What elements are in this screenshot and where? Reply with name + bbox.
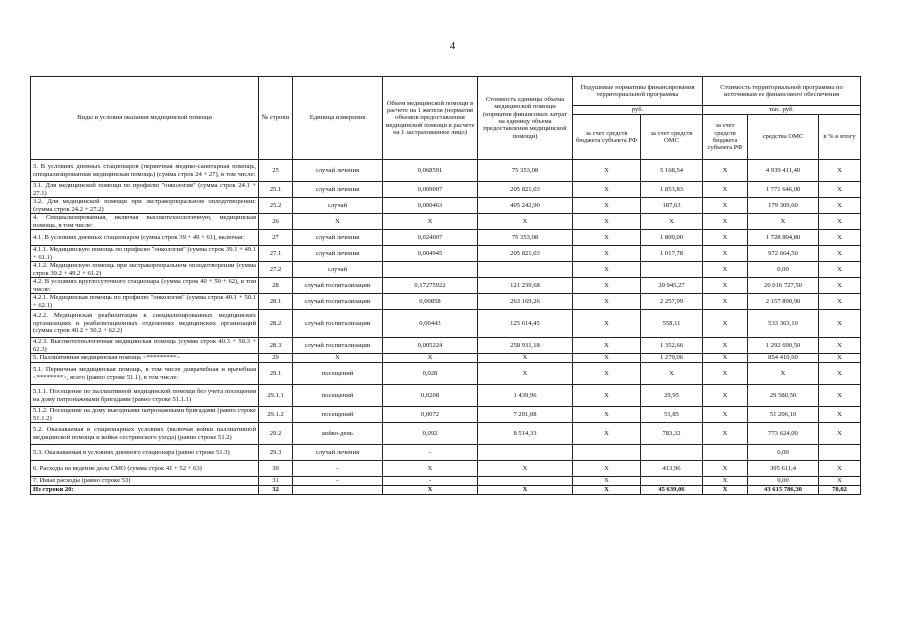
row-percent: X	[819, 160, 861, 182]
row-name: 3.2. Для медицинской помощи при экстракорпоральном оплодотворении: (сумма строк 24.2 + 27.2)	[31, 198, 259, 214]
row-percent	[819, 445, 861, 461]
row-number: 29.1.1	[259, 385, 293, 407]
row-oms: 413,96	[641, 461, 703, 477]
row-budget-total: X	[703, 477, 748, 486]
table-row	[31, 338, 861, 354]
row-oms-total: 0,00	[748, 445, 819, 461]
row-volume: -	[383, 445, 478, 461]
row-budget-total: X	[703, 407, 748, 423]
row-number: 29.2	[259, 423, 293, 445]
row-percent: X	[819, 385, 861, 407]
row-percent: X	[819, 278, 861, 294]
row-unit: случай	[293, 262, 383, 278]
row-number: 27.1	[259, 246, 293, 262]
row-number: 29.1.2	[259, 407, 293, 423]
row-budget: X	[573, 278, 641, 294]
row-volume: X	[383, 214, 478, 230]
row-cost: 75 353,08	[478, 230, 573, 246]
row-cost: 125 614,45	[478, 310, 573, 338]
row-budget-total: X	[703, 160, 748, 182]
row-unit: посещений	[293, 363, 383, 385]
row-oms: X	[641, 363, 703, 385]
row-name: 3. В условиях дневных стационаров (первичная медико-санитарная помощь, специализированная медицинская помощь) (сумма строк 24 + 27), в том числе:	[31, 160, 259, 182]
row-oms	[641, 262, 703, 278]
table-row	[31, 214, 861, 230]
row-oms-total: 972 664,50	[748, 246, 819, 262]
row-budget-total: X	[703, 423, 748, 445]
row-oms-total: 20 016 727,50	[748, 278, 819, 294]
row-volume: -	[383, 477, 478, 486]
header-oms: за счет средств ОМС	[641, 115, 703, 160]
row-unit: случай лечения	[293, 246, 383, 262]
row-cost: 8 514,33	[478, 423, 573, 445]
row-name: 4.1. В условиях дневных стационаров (сумма строк 39 + 49 + 61), включая:	[31, 230, 259, 246]
row-number: 26	[259, 214, 293, 230]
row-name: 5.1.2. Посещение на дому выездными патронажными бригадами (равно строке 51.1.2)	[31, 407, 259, 423]
row-name: 4. Специализированная, включая высокотехнологичную, медицинская помощь, в том числе:	[31, 214, 259, 230]
row-volume: 0,00443	[383, 310, 478, 338]
row-name: 7. Иные расходы (равно строке 53)	[31, 477, 259, 486]
row-oms-total: 854 410,60	[748, 354, 819, 363]
total-row-volume: X	[383, 486, 478, 495]
header-name: Виды и условия оказания медицинской помощи	[31, 77, 259, 160]
row-budget: X	[573, 477, 641, 486]
row-oms: 29,95	[641, 385, 703, 407]
row-unit: случай лечения	[293, 445, 383, 461]
table-row	[31, 246, 861, 262]
row-oms: 51,85	[641, 407, 703, 423]
header-cost: Стоимость единицы объема медицинской помощи (норматив финансовых затрат на единицу объема предоставления медицинской помощи)	[478, 77, 573, 160]
row-number: 31	[259, 477, 293, 486]
row-budget: X	[573, 246, 641, 262]
table-row	[31, 445, 861, 461]
row-budget: X	[573, 461, 641, 477]
row-percent: X	[819, 310, 861, 338]
row-oms	[641, 477, 703, 486]
row-oms: 1 017,78	[641, 246, 703, 262]
row-unit: случай госпитализации	[293, 310, 383, 338]
total-row-budget-total: X	[703, 486, 748, 495]
row-budget-total: X	[703, 230, 748, 246]
row-name: 4.1.2. Медицинскую помощь при экстракорпоральном оплодотворении (сумма строк 39.2 + 49.2 + 61.2)	[31, 262, 259, 278]
row-number: 25.2	[259, 198, 293, 214]
row-volume: 0,092	[383, 423, 478, 445]
row-budget-total: X	[703, 262, 748, 278]
row-volume	[383, 262, 478, 278]
page-number: 4	[449, 40, 456, 52]
row-oms: X	[641, 214, 703, 230]
row-budget: X	[573, 310, 641, 338]
row-name: 4.2. В условиях круглосуточного стационара (сумма строк 40 + 50 + 62), в том числе:	[31, 278, 259, 294]
row-name: 5.1. Первичная медицинская помощь, в том числе доврачебная и врачебная <********>, всего (равно строке 51.1), в том числе:	[31, 363, 259, 385]
row-cost: 7 201,08	[478, 407, 573, 423]
row-number: 25.1	[259, 182, 293, 198]
row-volume: 0,004945	[383, 246, 478, 262]
row-cost: 1 439,96	[478, 385, 573, 407]
total-row-budget: X	[573, 486, 641, 495]
table-row	[31, 160, 861, 182]
row-unit: посещений	[293, 385, 383, 407]
row-cost: 405 242,90	[478, 198, 573, 214]
row-oms-total: 1 292 690,50	[748, 338, 819, 354]
row-name: 5.2. Оказываемая в стационарных условиях (включая койки паллиативной медицинской помощи и койки сестринского ухода) (равно строке 51.2)	[31, 423, 259, 445]
row-volume: X	[383, 461, 478, 477]
row-budget: X	[573, 262, 641, 278]
table-row	[31, 182, 861, 198]
row-percent: X	[819, 354, 861, 363]
table-row	[31, 461, 861, 477]
row-cost: 258 931,18	[478, 338, 573, 354]
row-volume: 0,000463	[383, 198, 478, 214]
row-cost: 75 353,08	[478, 160, 573, 182]
row-number: 29.1	[259, 363, 293, 385]
row-oms	[641, 445, 703, 461]
row-budget: X	[573, 214, 641, 230]
row-oms: 2 257,99	[641, 294, 703, 310]
row-budget: X	[573, 160, 641, 182]
row-oms-total: 1 771 646,00	[748, 182, 819, 198]
row-unit: посещений	[293, 407, 383, 423]
row-number: 28.2	[259, 310, 293, 338]
table-row	[31, 423, 861, 445]
row-percent: X	[819, 182, 861, 198]
row-volume: 0,005224	[383, 338, 478, 354]
row-percent: X	[819, 423, 861, 445]
row-oms: 783,32	[641, 423, 703, 445]
total-row-number: 32	[259, 486, 293, 495]
row-unit: случай лечения	[293, 182, 383, 198]
row-cost	[478, 477, 573, 486]
row-budget	[573, 445, 641, 461]
row-name: 6. Расходы на ведение дела СМО (сумма строк 41 + 52 + 63)	[31, 461, 259, 477]
row-budget: X	[573, 338, 641, 354]
table-body	[31, 160, 861, 495]
financing-table	[30, 76, 861, 495]
row-volume: 0,00858	[383, 294, 478, 310]
row-cost: 263 169,26	[478, 294, 573, 310]
row-budget-total: X	[703, 338, 748, 354]
row-cost: X	[478, 214, 573, 230]
row-name: 5.1.1. Посещение по паллиативной медицинской помощи без учета посещения на дому патронажными бригадами (равно строке 51.1.1)	[31, 385, 259, 407]
row-oms-total: 0,00	[748, 262, 819, 278]
row-oms-total: 395 611,4	[748, 461, 819, 477]
row-volume: 0,028	[383, 363, 478, 385]
row-percent: X	[819, 338, 861, 354]
header-row-number: № строки	[259, 77, 293, 160]
row-unit: случай лечения	[293, 160, 383, 182]
row-oms: 20 945,27	[641, 278, 703, 294]
row-oms: 1 853,83	[641, 182, 703, 198]
row-budget: X	[573, 363, 641, 385]
row-oms-total: 179 309,60	[748, 198, 819, 214]
row-oms-total: 4 939 411,40	[748, 160, 819, 182]
row-number: 25	[259, 160, 293, 182]
row-oms-total: 0,00	[748, 477, 819, 486]
table-row	[31, 407, 861, 423]
row-percent: X	[819, 461, 861, 477]
total-row-name: Из строки 20:	[31, 486, 259, 495]
header-unit: Единица измерения	[293, 77, 383, 160]
header-group-cost: Стоимость территориальной программы по источникам ее финансового обеспечения	[703, 77, 861, 106]
row-unit: -	[293, 461, 383, 477]
table-row	[31, 198, 861, 214]
row-name: 4.2.3. Высокотехнологичная медицинская помощь (сумма строк 40.3 + 50.3 + 62.3)	[31, 338, 259, 354]
row-budget: X	[573, 354, 641, 363]
row-cost: X	[478, 461, 573, 477]
table-row	[31, 294, 861, 310]
row-cost: X	[478, 363, 573, 385]
header-budget-total: за счет средств бюджета субъекта РФ	[703, 115, 748, 160]
row-cost: X	[478, 354, 573, 363]
row-name: 4.1.1. Медицинскую помощь по профилю "онкология" (сумма строк 39.1 + 49.1 + 61.1)	[31, 246, 259, 262]
row-volume: 0,17275922	[383, 278, 478, 294]
row-unit: X	[293, 214, 383, 230]
row-budget: X	[573, 385, 641, 407]
row-unit: случай госпитализации	[293, 278, 383, 294]
row-name: 5.3. Оказываемая в условиях дневного стационара (равно строке 51.3)	[31, 445, 259, 461]
total-row-cost: X	[478, 486, 573, 495]
row-budget-total: X	[703, 363, 748, 385]
row-name: 4.2.1. Медицинская помощь по профилю "онкология" (сумма строк 40.1 + 50.1 + 62.1)	[31, 294, 259, 310]
row-number: 29.3	[259, 445, 293, 461]
row-cost: 205 821,03	[478, 246, 573, 262]
row-budget-total	[703, 445, 748, 461]
row-name: 3.1. Для медицинской помощи по профилю "онкология" (сумма строк 24.1 + 27.1)	[31, 182, 259, 198]
row-number: 28	[259, 278, 293, 294]
table-row	[31, 363, 861, 385]
table-row	[31, 477, 861, 486]
row-volume: 0,0072	[383, 407, 478, 423]
row-cost	[478, 262, 573, 278]
row-oms: 1 352,66	[641, 338, 703, 354]
total-row-percent: 78,02	[819, 486, 861, 495]
table-row	[31, 230, 861, 246]
header-norms-unit: руб.	[573, 106, 703, 115]
row-percent: X	[819, 214, 861, 230]
total-row-unit	[293, 486, 383, 495]
row-budget-total: X	[703, 246, 748, 262]
row-percent: X	[819, 363, 861, 385]
row-budget-total: X	[703, 294, 748, 310]
row-oms-total: 773 624,00	[748, 423, 819, 445]
row-volume: 0,009007	[383, 182, 478, 198]
row-oms-total: 51 206,10	[748, 407, 819, 423]
row-percent: X	[819, 477, 861, 486]
row-number: 30	[259, 461, 293, 477]
table-row	[31, 385, 861, 407]
row-budget-total: X	[703, 214, 748, 230]
row-unit: койко-день	[293, 423, 383, 445]
row-budget: X	[573, 294, 641, 310]
row-oms: 1 279,06	[641, 354, 703, 363]
row-budget-total: X	[703, 385, 748, 407]
table-row	[31, 354, 861, 363]
table-row	[31, 262, 861, 278]
row-unit: X	[293, 354, 383, 363]
row-cost	[478, 445, 573, 461]
row-budget-total: X	[703, 354, 748, 363]
row-budget-total: X	[703, 198, 748, 214]
header-cost-unit: тыс. руб.	[703, 106, 861, 115]
row-volume: 0,068591	[383, 160, 478, 182]
header-oms-total: средства ОМС	[748, 115, 819, 160]
row-oms: 1 809,00	[641, 230, 703, 246]
row-unit: -	[293, 477, 383, 486]
header-volume: Объем медицинской помощи в расчете на 1 жителя (норматив объемов предоставления медицинской помощи в расчете на 1 застрахованное лицо)	[383, 77, 478, 160]
row-percent: X	[819, 230, 861, 246]
table-row	[31, 310, 861, 338]
row-budget: X	[573, 407, 641, 423]
row-percent: X	[819, 198, 861, 214]
row-unit: случай госпитализации	[293, 294, 383, 310]
row-volume: 0,024007	[383, 230, 478, 246]
row-budget-total: X	[703, 182, 748, 198]
row-percent: X	[819, 294, 861, 310]
row-oms-total: 533 363,10	[748, 310, 819, 338]
header-budget: за счет средств бюджета субъекта РФ	[573, 115, 641, 160]
row-budget-total: X	[703, 461, 748, 477]
row-name: 4.2.2. Медицинская реабилитация в специализированных медицинских организациях и реабилитационных отделениях медицинских организаций (сумма строк 40.2 + 50.2 + 62.2)	[31, 310, 259, 338]
row-oms: 5 168,54	[641, 160, 703, 182]
row-oms-total: X	[748, 214, 819, 230]
header-percent: в % к итогу	[819, 115, 861, 160]
row-number: 28.3	[259, 338, 293, 354]
row-number: 28.1	[259, 294, 293, 310]
row-budget: X	[573, 198, 641, 214]
row-name: 5. Паллиативная медицинская помощь <*********>	[31, 354, 259, 363]
row-oms-total: 1 728 804,80	[748, 230, 819, 246]
row-percent: X	[819, 246, 861, 262]
row-cost: 205 821,03	[478, 182, 573, 198]
row-budget: X	[573, 182, 641, 198]
row-number: 27	[259, 230, 293, 246]
row-number: 29	[259, 354, 293, 363]
total-row-oms-total: 43 615 786,30	[748, 486, 819, 495]
row-budget-total: X	[703, 278, 748, 294]
row-budget-total: X	[703, 310, 748, 338]
table-row	[31, 278, 861, 294]
row-volume: X	[383, 354, 478, 363]
row-cost: 121 239,68	[478, 278, 573, 294]
row-unit: случай лечения	[293, 230, 383, 246]
row-volume: 0,0208	[383, 385, 478, 407]
row-percent: X	[819, 262, 861, 278]
row-unit: случай	[293, 198, 383, 214]
row-oms: 558,11	[641, 310, 703, 338]
row-percent: X	[819, 407, 861, 423]
row-oms-total: 2 157 890,90	[748, 294, 819, 310]
row-oms: 187,63	[641, 198, 703, 214]
row-unit: случай госпитализации	[293, 338, 383, 354]
row-number: 27.2	[259, 262, 293, 278]
header-group-norms: Подушевые нормативы финансирования территориальной программы	[573, 77, 703, 106]
total-row	[31, 486, 861, 495]
row-oms-total: X	[748, 363, 819, 385]
row-budget: X	[573, 423, 641, 445]
total-row-oms: 45 639,06	[641, 486, 703, 495]
row-oms-total: 29 580,50	[748, 385, 819, 407]
row-budget: X	[573, 230, 641, 246]
